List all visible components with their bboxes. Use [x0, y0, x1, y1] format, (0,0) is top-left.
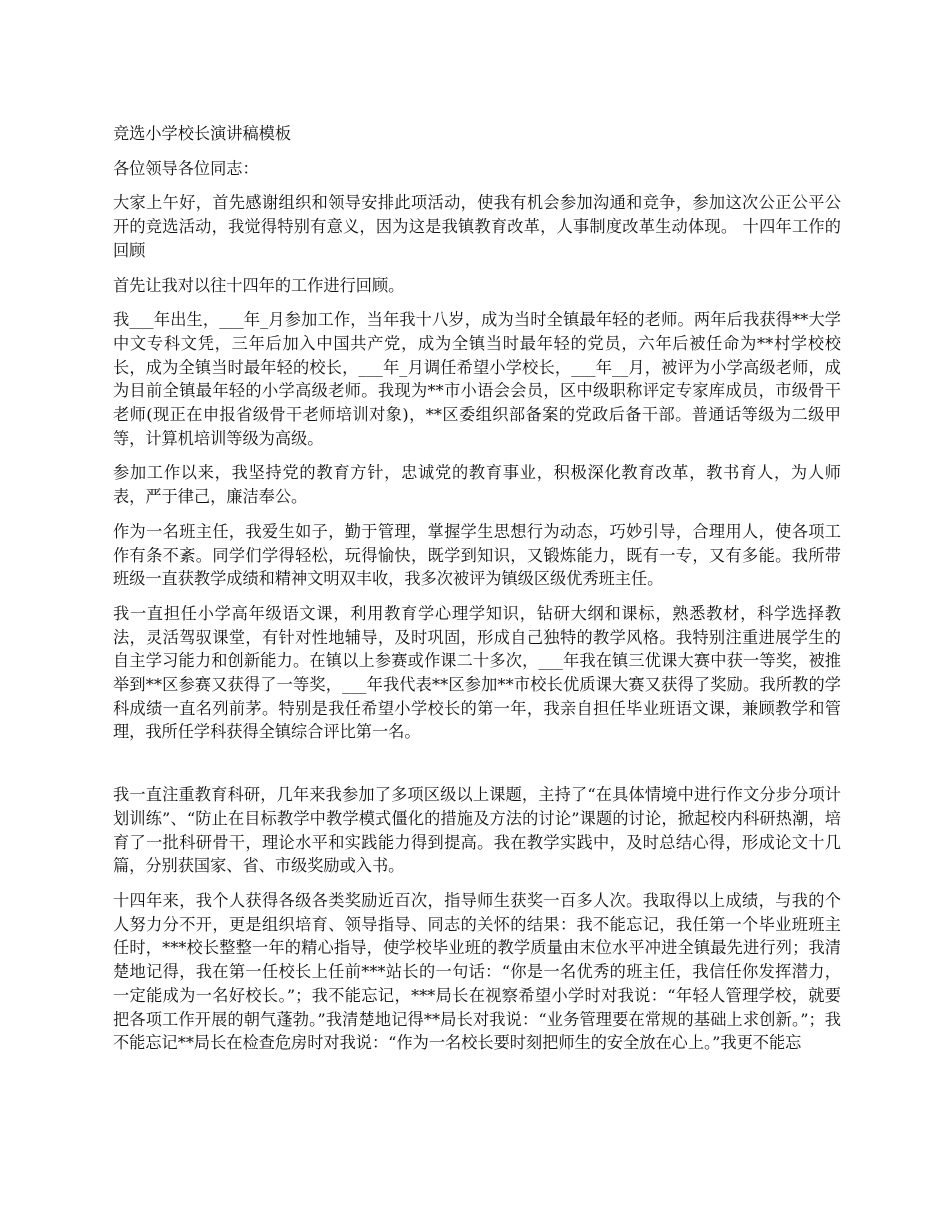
paragraph-principles: 参加工作以来，我坚持党的教育方针，忠诚党的教育事业，积极深化教育改革，教书育人，为人师表，严于律己，廉洁奉公。: [113, 463, 841, 507]
paragraph-class-teacher: 作为一名班主任，我爱生如子，勤于管理，掌握学生思想行为动态，巧妙引导，合理用人，使各项工作有条不紊。同学们学得轻松，玩得愉快，既学到知识，又锻炼能力，既有一专，又有多能。我所带班级一直获教学成绩和精神文明双丰收，我多次被评为镇级区级优秀班主任。: [113, 521, 841, 589]
paragraph-gap: [113, 755, 841, 783]
paragraph-career: 我___年出生，___年_月参加工作，当年我十八岁，成为当时全镇最年轻的老师。两年后我获得**大学中文专科文凭，三年后加入中国共产党，成为全镇当时最年轻的党员，六年后被任命为**村学校校长，成为全镇当时最年轻的校长，___年_月调任希望小学校长，___年__月，被评为小学高级老师，成为目前全镇最年轻的小学高级老师。我现为**市小语会会员，区中级职称评定专家库成员，市级骨干老师(现正在申报省级骨干老师培训对象)，**区委组织部备案的党政后备干部。普通话等级为二级甲等，计算机培训等级为高级。: [113, 310, 841, 448]
paragraph-opening: 大家上午好，首先感谢组织和领导安排此项活动，使我有机会参加沟通和竞争，参加这次公正公平公开的竞选活动，我觉得特别有意义，因为这是我镇教育改革，人事制度改革生动体现。 十四年工作的回顾: [113, 193, 841, 260]
paragraph-review-intro: 首先让我对以往十四年的工作进行回顾。: [113, 275, 405, 295]
paragraph-research: 我一直注重教育科研，几年来我参加了多项区级以上课题，主持了“在具体情境中进行作文分步分项计划训练”、“防止在目标教学中教学模式僵化的措施及方法的讨论”课题的讨论，掀起校内科研热潮，培育了一批科研骨干，理论水平和实践能力得到提高。我在教学实践中，及时总结心得，形成论文十几篇，分别获国家、省、市级奖励或入书。: [113, 785, 841, 876]
document-body: [113, 122, 841, 1066]
paragraph-teaching: 我一直担任小学高年级语文课，利用教育学心理学知识，钻研大纲和课标，熟悉教材，科学选择教法，灵活驾驭课堂，有针对性地辅导，及时巩固，形成自己独特的教学风格。我特别注重进展学生的自主学习能力和创新能力。在镇以上参赛或作课二十多次，___年我在镇三优课大赛中获一等奖，被推举到**区参赛又获得了一等奖，___年我代表**区参加**市校长优质课大赛又获得了奖励。我所教的学科成绩一直名列前茅。特别是我任希望小学校长的第一年，我亲自担任毕业班语文课，兼顾教学和管理，我所任学科获得全镇综合评比第一名。: [113, 603, 841, 742]
document-title: 竞选小学校长演讲稿模板: [113, 124, 292, 143]
salutation: 各位领导各位同志：: [113, 158, 259, 178]
paragraph-awards: 十四年来，我个人获得各级各类奖励近百次，指导师生获奖一百多人次。我取得以上成绩，与我的个人努力分不开，更是组织培育、领导指导、同志的关怀的结果：我不能忘记，我任第一个毕业班班主任时，***校长整整一年的精心指导，使学校毕业班的教学质量由末位水平冲进全镇最先进行列；我清楚地记得，我在第一任校长上任前***站长的一句话：“你是一名优秀的班主任，我信任你发挥潜力，一定能成为一名好校长。”；我不能忘记，***局长在视察希望小学时对我说：“年轻人管理学校，就要把各项工作开展的朝气蓬勃。”我清楚地记得**局长对我说：“业务管理要在常规的基础上求创新。”；我不能忘记**局长在检查危房时对我说：“作为一名校长要时刻把师生的安全放在心上。”我更不能忘: [113, 890, 841, 1053]
